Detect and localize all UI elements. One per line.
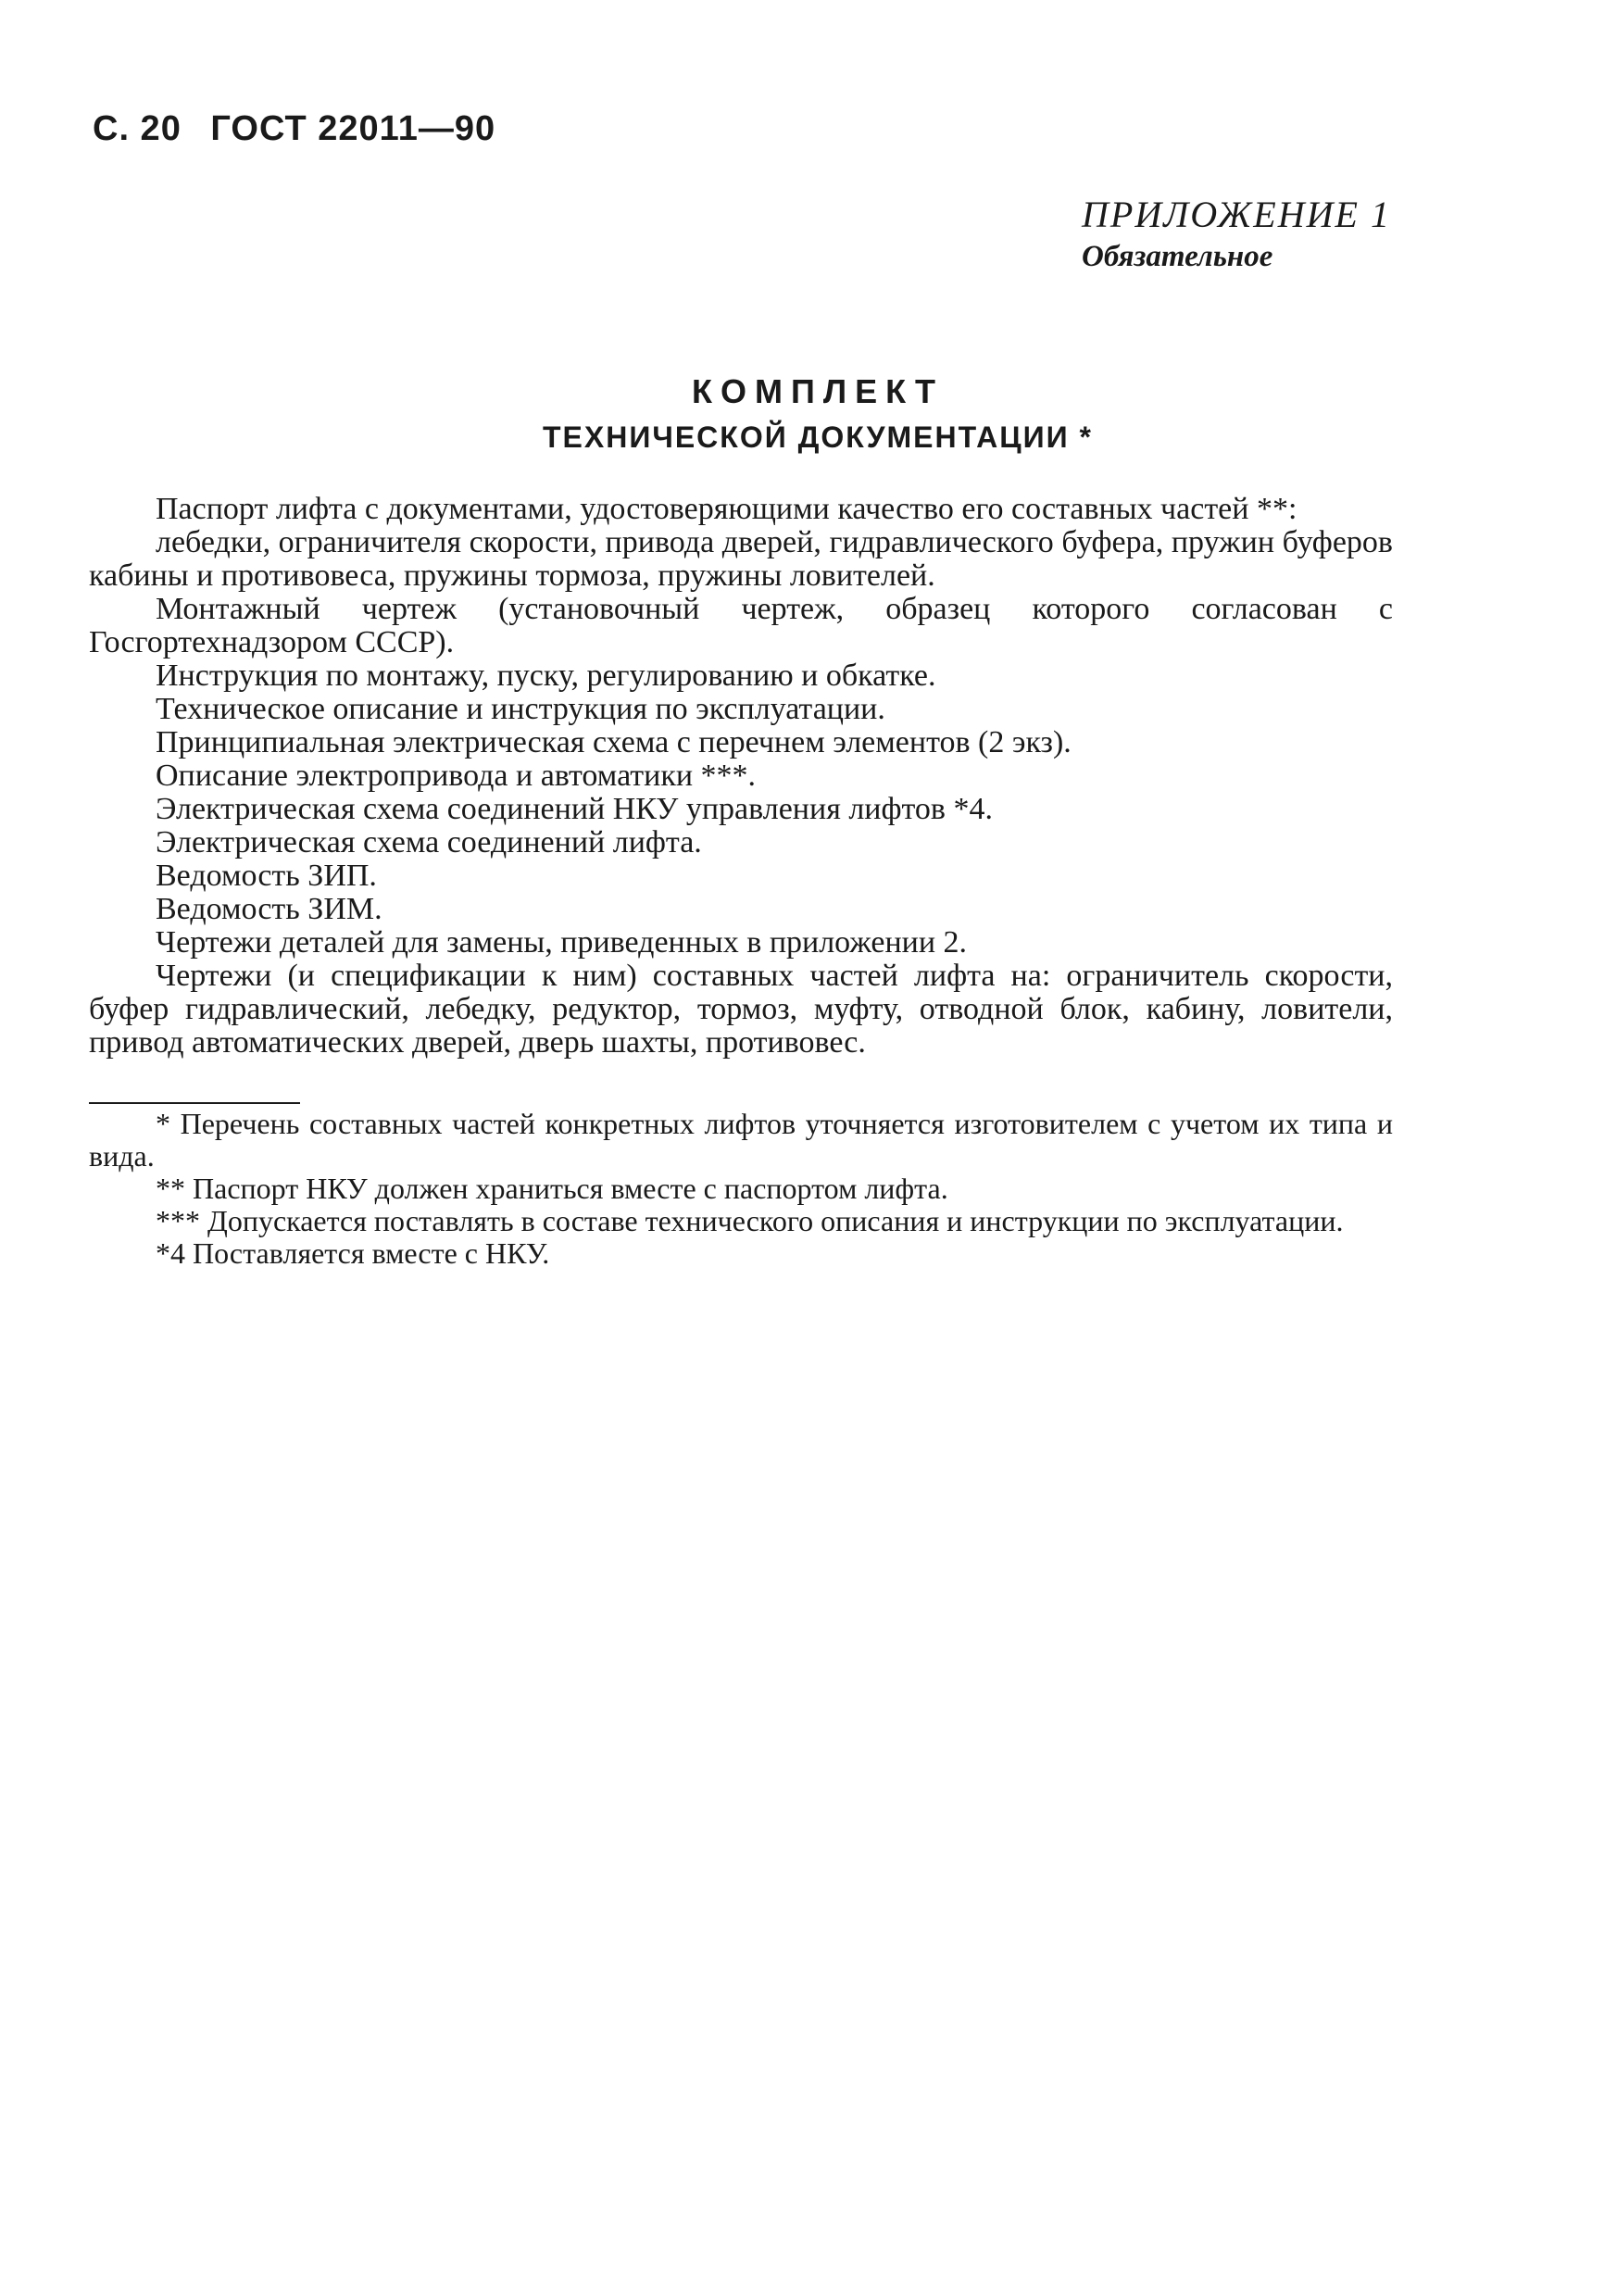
title-line-2: ТЕХНИЧЕСКОЙ ДОКУМЕНТАЦИИ * — [543, 420, 1093, 454]
footnote-divider — [89, 1102, 300, 1104]
list-item: Чертежи деталей для замены, приведенных в приложении 2. — [156, 925, 968, 960]
list-item: Электрическая схема соединений лифта. — [156, 825, 702, 859]
list-item: Инструкция по монтажу, пуску, регулированию и обкатке. — [156, 659, 936, 693]
appendix-status: Обязательное — [1082, 240, 1273, 273]
list-item: Принципиальная электрическая схема с перечнем элементов (2 экз). — [156, 725, 1072, 759]
standard-number: ГОСТ 22011—90 — [210, 109, 496, 148]
footnotes — [89, 1108, 1393, 1270]
list-item: Чертежи (и спецификации к ним) составных частей лифта на: ограничитель скорости, буфер гидравлический, лебедку, редуктор, тормоз, муфту, отводной блок, кабину, ловители, привод автоматических дверей, дверь шахты, противовес. — [89, 959, 1393, 1060]
footnote: * Перечень составных частей конкретных лифтов уточняется изготовителем с учетом их типа и вида. — [89, 1107, 1393, 1173]
list-item: Ведомость ЗИП. — [156, 859, 377, 893]
document-title — [0, 372, 1617, 455]
list-item: Электрическая схема соединений НКУ управления лифтов *4. — [156, 792, 993, 826]
footnote: *** Допускается поставлять в составе технического описания и инструкции по эксплуатации. — [156, 1204, 1344, 1237]
list-item: Описание электропривода и автоматики ***. — [156, 759, 757, 793]
document-body — [89, 493, 1393, 1060]
title-line-1: КОМПЛЕКТ — [692, 372, 944, 410]
footnote: ** Паспорт НКУ должен храниться вместе с паспортом лифта. — [156, 1172, 948, 1205]
list-item: Ведомость ЗИМ. — [156, 892, 382, 926]
appendix-block — [1082, 193, 1471, 274]
appendix-title: ПРИЛОЖЕНИЕ 1 — [1082, 194, 1391, 235]
list-item: Монтажный чертеж (установочный чертеж, образец которого согласован с Госгортехнадзором СССР). — [89, 592, 1393, 659]
list-item: Паспорт лифта с документами, удостоверяющими качество его составных частей **: — [156, 492, 1297, 526]
page-header — [93, 109, 514, 149]
footnote: *4 Поставляется вместе с НКУ. — [156, 1236, 550, 1270]
page-label: С. 20 — [93, 109, 182, 148]
list-item: лебедки, ограничителя скорости, привода дверей, гидравлического буфера, пружин буферов кабины и противовеса, пружины тормоза, пружины ловителей. — [89, 525, 1393, 593]
list-item: Техническое описание и инструкция по эксплуатации. — [156, 692, 885, 726]
